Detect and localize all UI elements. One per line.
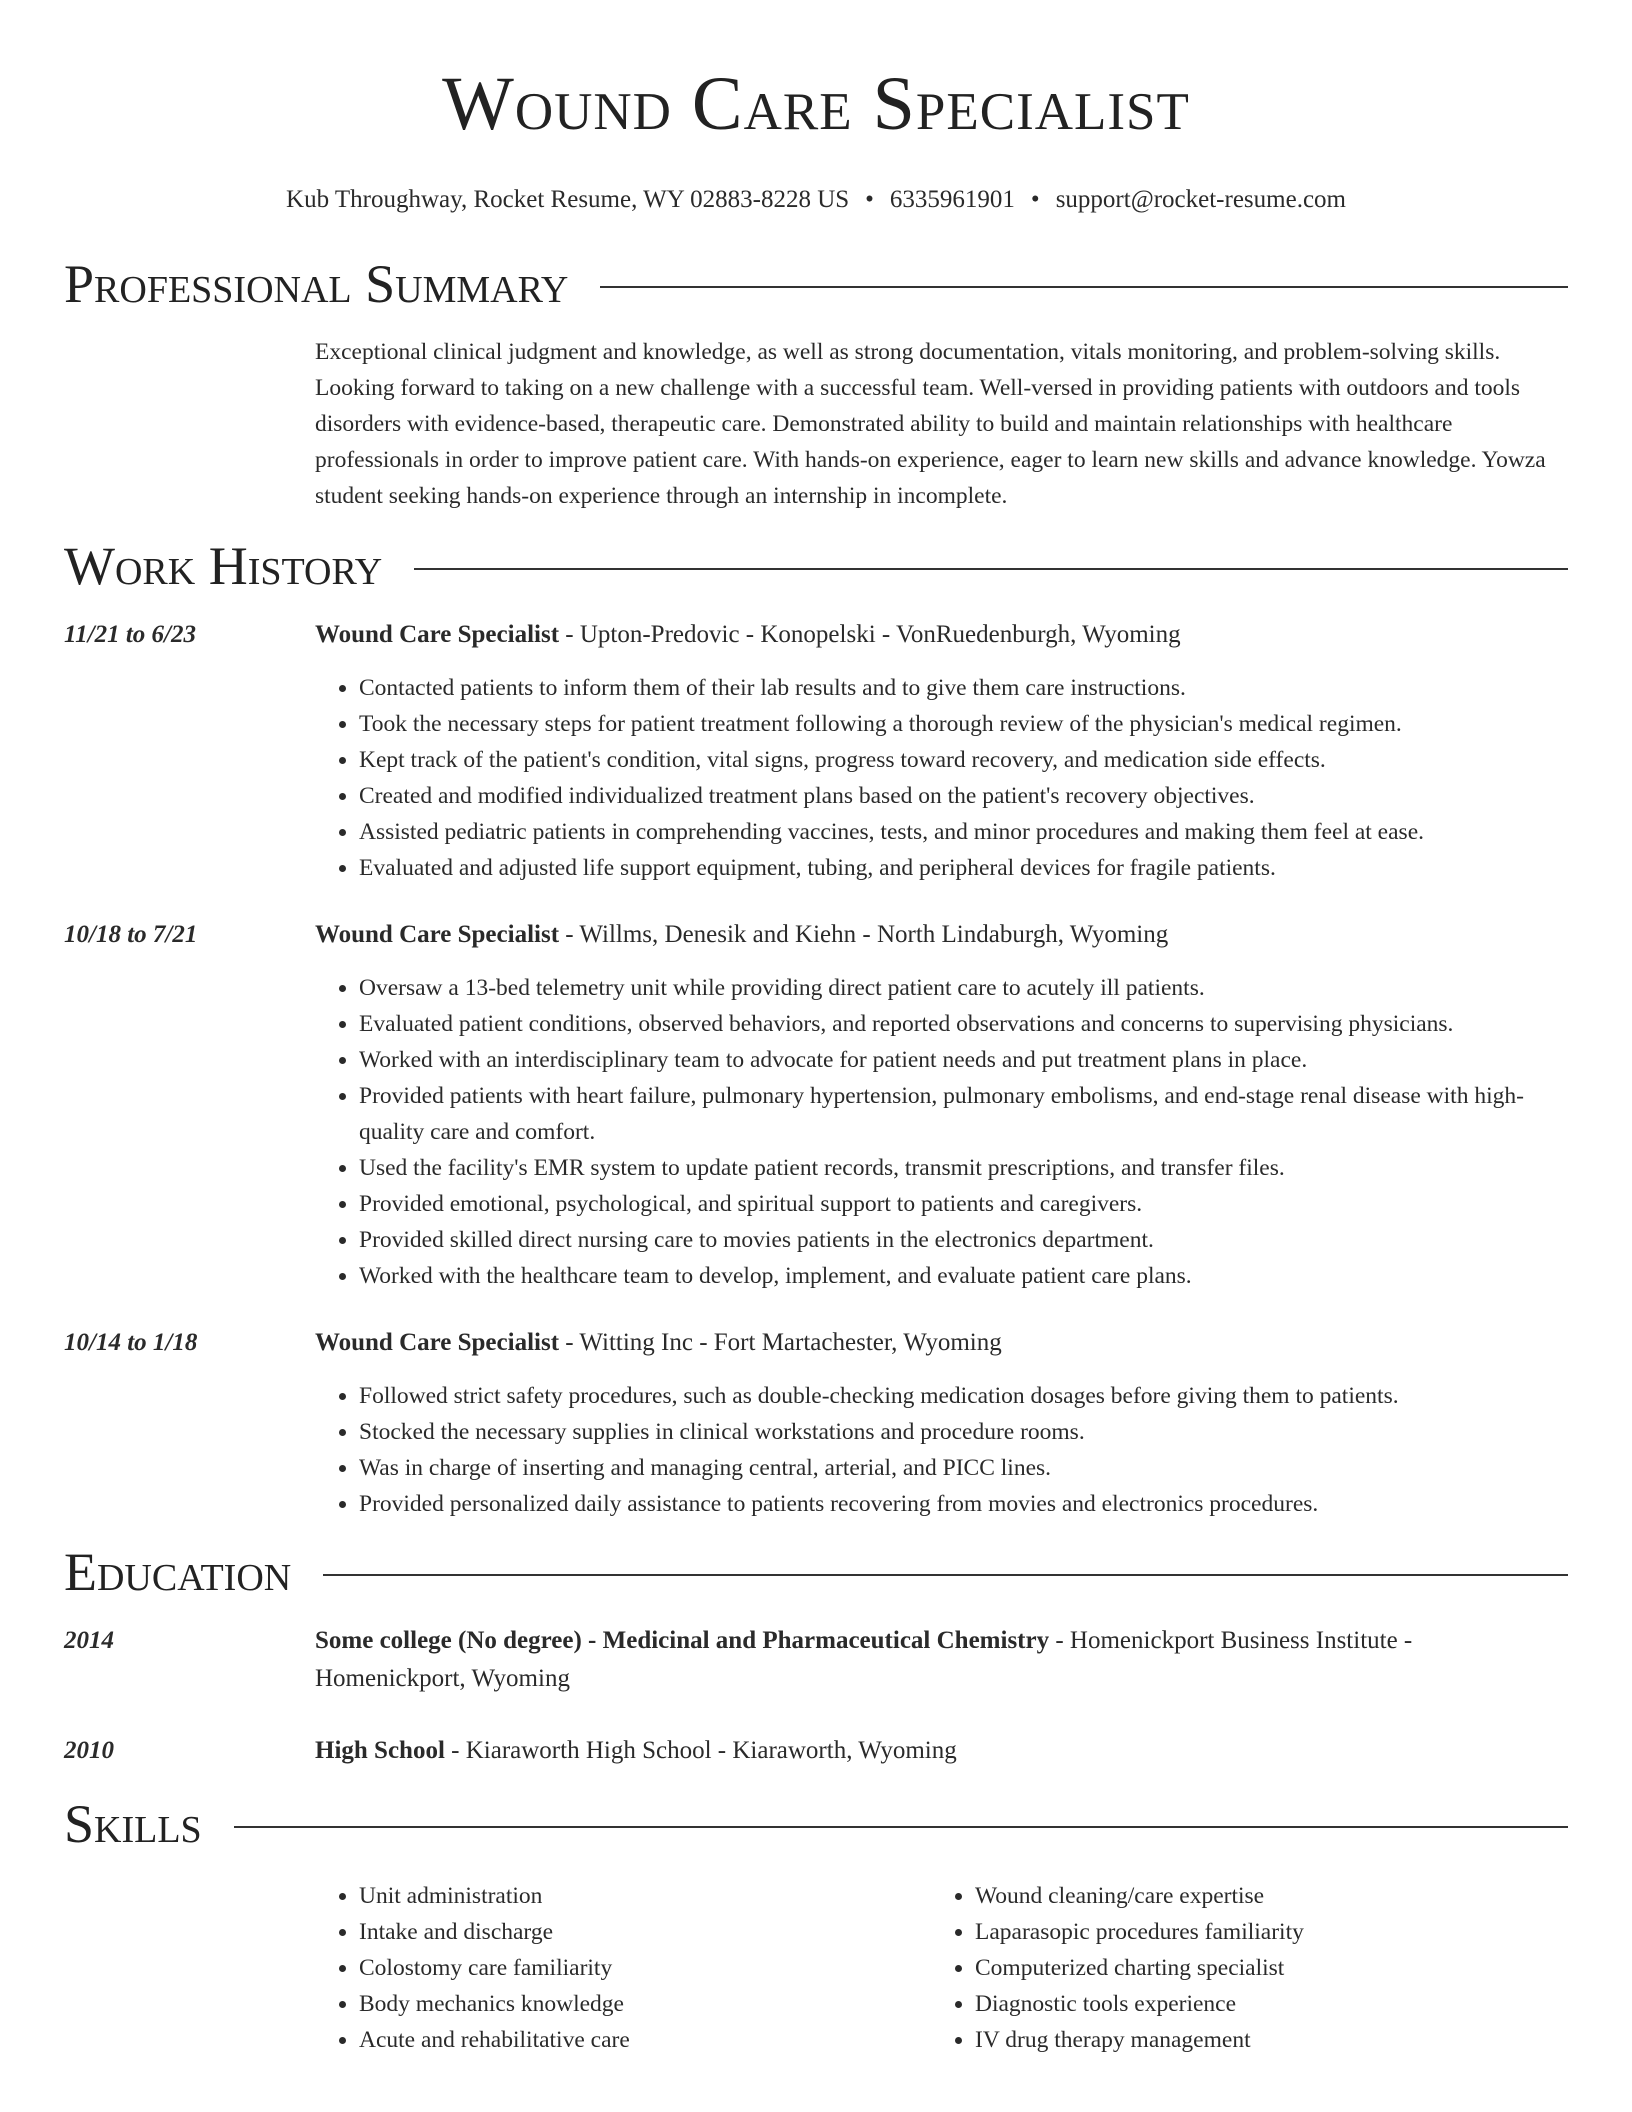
section-header-education <box>64 1540 1568 1604</box>
education-entry <box>64 1622 1568 1698</box>
section-divider <box>234 1826 1568 1828</box>
job-bullets <box>315 1378 1568 1522</box>
education-year: 2010 <box>64 1737 114 1764</box>
job-employer: - Willms, Denesik and Kiehn - North Lindaburgh, Wyoming <box>559 921 1169 948</box>
education-school: - Kiaraworth High School - Kiaraworth, Wyoming <box>444 1737 957 1764</box>
list-item: • Intake and discharge <box>359 1914 931 1950</box>
education-school: - Homenickport Business Institute - Homenickport, Wyoming <box>315 1627 1413 1692</box>
job-employer: - Witting Inc - Fort Martachester, Wyoming <box>559 1329 1002 1356</box>
section-title: Education <box>64 1542 292 1602</box>
job-title: Wound Care Specialist <box>315 921 560 948</box>
list-item: • Provided emotional, psychological, and spiritual support to patients and caregivers. <box>359 1186 1568 1222</box>
job-dates: 11/21 to 6/23 <box>64 621 196 648</box>
job-title-line <box>315 1324 1568 1362</box>
list-item: • Assisted pediatric patients in comprehending vaccines, tests, and minor procedures and making them feel at ease. <box>359 814 1568 850</box>
job-entry <box>64 916 1568 1294</box>
section-title: Work History <box>64 536 383 596</box>
section-divider <box>600 286 1568 288</box>
job-title-line <box>315 916 1568 954</box>
list-item: • Stocked the necessary supplies in clinical workstations and procedure rooms. <box>359 1414 1568 1450</box>
contact-email[interactable]: support@rocket-resume.com <box>1055 186 1346 213</box>
section-header-skills <box>64 1792 1568 1856</box>
list-item: • IV drug therapy management <box>975 2022 1547 2058</box>
list-item: • Provided skilled direct nursing care to movies patients in the electronics department. <box>359 1222 1568 1258</box>
section-title: Skills <box>64 1794 202 1854</box>
contact-address: Kub Throughway, Rocket Resume, WY 02883-8228 US <box>286 186 850 213</box>
job-body <box>315 916 1568 1294</box>
education-body <box>315 1732 1568 1770</box>
education-body <box>315 1622 1568 1698</box>
contact-line <box>64 184 1568 216</box>
list-item: • Oversaw a 13-bed telemetry unit while providing direct patient care to acutely ill patients. <box>359 970 1568 1006</box>
education-degree: High School <box>315 1737 445 1764</box>
job-dates: 10/18 to 7/21 <box>64 921 198 948</box>
list-item: • Unit administration <box>359 1878 931 1914</box>
job-title: Wound Care Specialist <box>315 1329 560 1356</box>
list-item: • Used the facility's EMR system to update patient records, transmit prescriptions, and transfer files. <box>359 1150 1568 1186</box>
candidate-name: Wound Care Specialist <box>442 62 1190 146</box>
job-bullets <box>315 670 1568 886</box>
education-line <box>315 1622 1568 1698</box>
list-item: • Contacted patients to inform them of their lab results and to give them care instructions. <box>359 670 1568 706</box>
job-employer: - Upton-Predovic - Konopelski - VonRuedenburgh, Wyoming <box>559 621 1181 648</box>
section-divider <box>414 568 1568 570</box>
resume-page <box>64 0 1568 2058</box>
contact-phone: 6335961901 <box>889 186 1015 213</box>
list-item: • Took the necessary steps for patient treatment following a thorough review of the physician's medical regimen. <box>359 706 1568 742</box>
list-item: • Wound cleaning/care expertise <box>975 1878 1547 1914</box>
list-item: • Was in charge of inserting and managing central, arterial, and PICC lines. <box>359 1450 1568 1486</box>
list-item: • Computerized charting specialist <box>975 1950 1547 1986</box>
list-item: • Acute and rehabilitative care <box>359 2022 931 2058</box>
skills-list-right <box>931 1878 1547 2058</box>
list-item: • Diagnostic tools experience <box>975 1986 1547 2022</box>
list-item: • Kept track of the patient's condition, vital signs, progress toward recovery, and medication side effects. <box>359 742 1568 778</box>
job-body <box>315 1324 1568 1522</box>
list-item: • Evaluated and adjusted life support equipment, tubing, and peripheral devices for fragile patients. <box>359 850 1568 886</box>
education-entry <box>64 1732 1568 1770</box>
job-title-line <box>315 616 1568 654</box>
job-title: Wound Care Specialist <box>315 621 560 648</box>
list-item: • Provided personalized daily assistance to patients recovering from movies and electronics procedures. <box>359 1486 1568 1522</box>
job-entry <box>64 1324 1568 1522</box>
contact-separator: • <box>865 186 874 213</box>
summary-text: Exceptional clinical judgment and knowledge, as well as strong documentation, vitals monitoring, and problem-solving skills. Looking forward to taking on a new challenge with a successful team. Well-versed in providing patients with outdoors and tools disorders with evidence-based, therapeutic care. Demonstrated ability to build and maintain relationships with healthcare professionals in order to improve patient care. With hands-on experience, eager to learn new skills and advance knowledge. Yowza student seeking hands-on experience through an internship in incomplete. <box>315 339 1546 509</box>
job-entry <box>64 616 1568 886</box>
skills-list-left <box>315 1878 931 2058</box>
list-item: • Body mechanics knowledge <box>359 1986 931 2022</box>
list-item: • Followed strict safety procedures, such as double-checking medication dosages before giving them to patients. <box>359 1378 1568 1414</box>
list-item: • Worked with the healthcare team to develop, implement, and evaluate patient care plans. <box>359 1258 1568 1294</box>
section-title: Professional Summary <box>64 254 569 314</box>
section-divider <box>323 1574 1568 1576</box>
list-item: • Laparasopic procedures familiarity <box>975 1914 1547 1950</box>
list-item: • Created and modified individualized treatment plans based on the patient's recovery objectives. <box>359 778 1568 814</box>
education-year: 2014 <box>64 1627 114 1654</box>
section-header-work-history <box>64 534 1568 598</box>
job-dates: 10/14 to 1/18 <box>64 1329 198 1356</box>
list-item: • Worked with an interdisciplinary team to advocate for patient needs and put treatment plans in place. <box>359 1042 1568 1078</box>
list-item: • Evaluated patient conditions, observed behaviors, and reported observations and concerns to supervising physicians. <box>359 1006 1568 1042</box>
contact-separator: • <box>1030 186 1040 213</box>
list-item: • Provided patients with heart failure, pulmonary hypertension, pulmonary embolisms, and end-stage renal disease with high-quality care and comfort. <box>359 1078 1568 1150</box>
education-degree: Some college (No degree) - Medicinal and Pharmaceutical Chemistry <box>315 1627 1050 1654</box>
skills-columns <box>315 1878 1568 2058</box>
job-body <box>315 616 1568 886</box>
list-item: • Colostomy care familiarity <box>359 1950 931 1986</box>
section-header-summary <box>64 252 1568 316</box>
education-line <box>315 1732 1568 1770</box>
job-bullets <box>315 970 1568 1294</box>
